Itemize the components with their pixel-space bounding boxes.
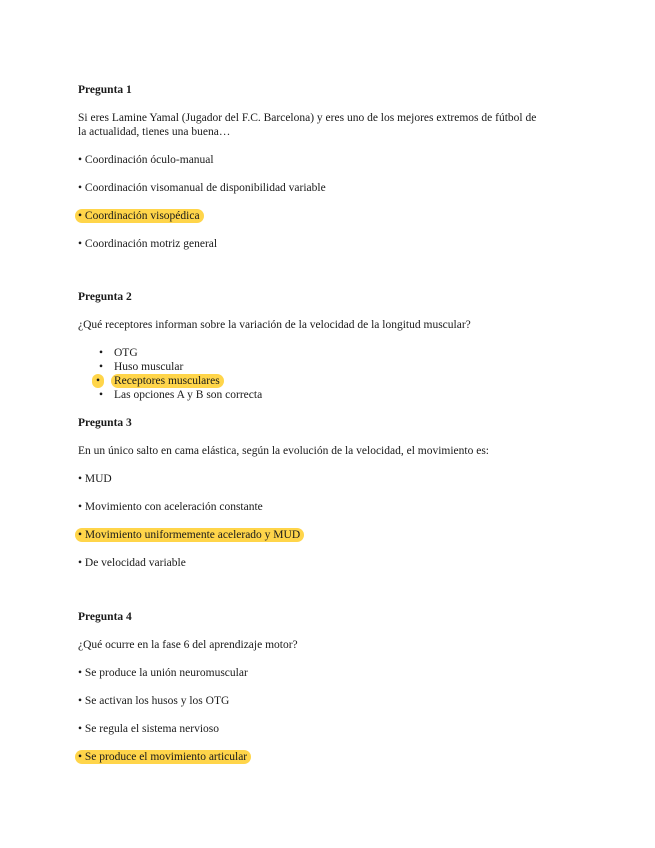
question-2	[78, 290, 538, 402]
answer-option: • Coordinación visomanual de disponibilidad variable	[78, 182, 326, 194]
answer-option: • Movimiento con aceleración constante	[78, 501, 263, 513]
answer-option-highlighted: • Movimiento uniformemente acelerado y MUD	[78, 528, 538, 542]
answer-option: • MUD	[78, 473, 112, 485]
bullet: •	[98, 347, 104, 359]
answer-option: • Coordinación óculo-manual	[78, 154, 214, 166]
answer-options	[78, 666, 538, 764]
answer-option: • Huso muscular	[78, 360, 538, 374]
question-title: Pregunta 2	[78, 291, 132, 303]
answer-options	[78, 153, 538, 251]
answer-option: • Coordinación motriz general	[78, 238, 218, 250]
answer-option: • OTG	[78, 346, 538, 360]
question-title: Pregunta 3	[78, 417, 132, 429]
answer-options	[78, 472, 538, 570]
answer-option-highlighted: • Se produce el movimiento articular	[78, 750, 538, 764]
question-text: En un único salto en cama elástica, según la evolución de la velocidad, el movimiento es:	[78, 445, 489, 457]
question-text: ¿Qué receptores informan sobre la variación de la velocidad de la longitud muscular?	[78, 319, 471, 331]
question-title: Pregunta 4	[78, 611, 132, 623]
answer-option-highlighted: • Coordinación visopédica	[78, 209, 538, 223]
bullet: •	[98, 361, 104, 373]
question-text: ¿Qué ocurre en la fase 6 del aprendizaje motor?	[78, 639, 298, 651]
question-title: Pregunta 1	[78, 84, 132, 96]
answer-option: • Se activan los husos y los OTG	[78, 695, 230, 707]
answer-option: • Se regula el sistema nervioso	[78, 723, 220, 735]
bullet: •	[92, 374, 104, 388]
bullet: •	[98, 389, 104, 401]
answer-options	[78, 346, 538, 402]
answer-option: • De velocidad variable	[78, 557, 186, 569]
answer-option-highlighted: • Receptores musculares	[78, 374, 538, 388]
answer-option: • Las opciones A y B son correcta	[78, 388, 538, 402]
question-text: Si eres Lamine Yamal (Jugador del F.C. Barcelona) y eres uno de los mejores extremos de fútbol de la actualidad, tienes una buena…	[78, 112, 537, 138]
answer-option: • Se produce la unión neuromuscular	[78, 667, 248, 679]
question-3	[78, 416, 538, 570]
question-4	[78, 610, 538, 764]
question-1	[78, 83, 538, 251]
